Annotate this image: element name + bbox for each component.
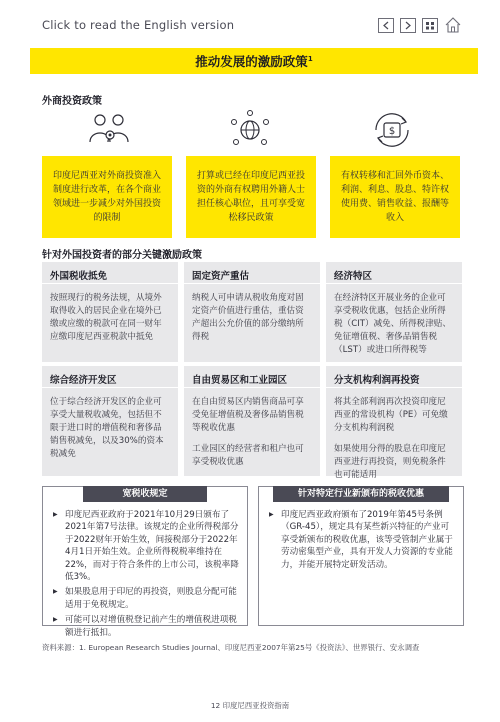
policy-card-3 (330, 156, 460, 238)
incentive-text: 如果使用分得的股息在印度尼西亚进行再投资，则免税条件也可能适用 (334, 444, 446, 480)
tax-relaxation-box (42, 486, 248, 638)
incentive-title: 综合经济开发区 (42, 372, 178, 388)
incentive-text: 工业园区的经营者和租户也可享受税收优惠 (192, 444, 304, 467)
globe-people-icon (220, 110, 280, 150)
chevron-left-icon[interactable] (378, 18, 394, 33)
tax-box-heading: 宽税收规定 (83, 486, 207, 502)
svg-text:$: $ (388, 126, 396, 137)
incentive-title: 经济特区 (326, 268, 462, 284)
incentive-body (192, 292, 312, 344)
incentive-cell-asset-revaluation (184, 262, 320, 362)
list-item: ▶ 印度尼西亚政府于2021年10月29日颁布了2021年第7号法律。该规定的企业所得税部分于2022财年开始生效，间接税部分于2022年4月1日开始生效。企业所得税税率维持在22%，而对于符合条件的上市公司，该税率降低3%。 (53, 509, 239, 583)
incentive-text: 在自由贸易区内销售商品可享受免征增值税及奢侈品销售税等税收优惠 (192, 397, 304, 433)
policy-card-1 (42, 156, 172, 238)
page-nav (378, 16, 462, 34)
page-title-text: 推动发展的激励政策 (195, 54, 308, 69)
policy-card-text: 印度尼西亚对外商投资准入制度进行改革，在各个商业领域进一步减少对外国投资的限制 (52, 171, 161, 223)
chevron-right-icon[interactable] (400, 18, 416, 33)
policy-card-text: 打算或已经在印度尼西亚投资的外商有权聘用外籍人士担任核心职位，且可享受宽松移民政策 (196, 171, 305, 223)
tax-box-list (43, 487, 247, 639)
incentive-cell-integrated-zone (42, 366, 178, 476)
incentive-body (334, 396, 454, 482)
incentive-body (334, 292, 454, 357)
incentive-text: 按照现行的税务法规，从境外取得收入的居民企业在境外已缴或应缴的税款可在同一财年应缴印度尼西亚税款中抵免 (50, 293, 162, 342)
policy-card-2 (186, 156, 316, 238)
english-version-link[interactable]: Click to read the English version (42, 18, 235, 32)
incentive-text: 在经济特区开展业务的企业可享受税收优惠，包括企业所得税（CIT）减免、所得税津贴、免征增值税、奢侈品销售税（LST）或进口所得税等 (334, 293, 451, 355)
incentive-body (192, 396, 312, 469)
incentive-cell-branch-profit (326, 366, 462, 480)
money-cycle-icon (362, 110, 422, 150)
industry-incentive-box (258, 486, 464, 626)
incentive-body (50, 292, 170, 344)
incentive-body (50, 396, 170, 461)
incentive-title: 分支机构利润再投资 (326, 372, 462, 388)
incentive-title: 外国税收抵免 (42, 268, 178, 284)
foreign-policy-heading: 外商投资政策 (42, 96, 102, 107)
home-icon[interactable] (444, 16, 462, 34)
list-item: ▶ 如果股息用于印尼的再投资，则股息分配可能适用于免税规定。 (53, 586, 239, 611)
page-number: 12 印度尼西亚投资指南 (210, 701, 290, 710)
page-title-bar (30, 48, 478, 74)
incentive-cell-sez (326, 262, 462, 362)
incentive-text: 位于综合经济开发区的企业可享受大量税收减免，包括但不限于进口时的增值税和奢侈品销售税减免，以及30%的资本税减免 (50, 397, 164, 459)
incentive-text: 纳税人可申请从税收角度对固定资产价值进行重估，重估资产超出公允价值的部分缴纳所得税 (192, 293, 304, 342)
title-footnote: 1 (307, 54, 313, 63)
list-item: ▶ 印度尼西亚政府颁布了2019年第45号条例（GR-45），规定具有某些新兴特征的产业可享受新颁布的税收优惠，该等受管制产业属于劳动密集型产业，具有开发人力资源的专业能力，并能开展特定研发活动。 (269, 509, 455, 571)
incentives-heading: 针对外国投资者的部分关键激励政策 (42, 250, 202, 261)
incentive-cell-free-trade-zone (184, 366, 320, 476)
people-gear-icon (80, 110, 140, 150)
industry-box-heading: 针对特定行业新颁布的税收优惠 (273, 486, 449, 502)
source-note: 资料来源：1. European Research Studies Journal、印度尼西亚2007年第25号《投资法》、世界银行、安永调查 (42, 643, 420, 652)
page-title (195, 52, 312, 70)
policy-card-text: 有权转移和汇回外币资本、利润、利息、股息、特许权使用费、销售收益、报酬等收入 (340, 171, 449, 223)
grid-icon[interactable] (422, 18, 438, 33)
incentive-title: 固定资产重估 (184, 268, 320, 284)
incentive-text: 将其全部利润再次投资印度尼西亚的常设机构（PE）可免缴分支机构利润税 (334, 397, 448, 433)
list-item: ▶ 可能可以对增值税登记前产生的增值税进项税额进行抵扣。 (53, 614, 239, 639)
incentive-cell-foreign-tax-credit (42, 262, 178, 362)
incentive-title: 自由贸易区和工业园区 (184, 372, 320, 388)
